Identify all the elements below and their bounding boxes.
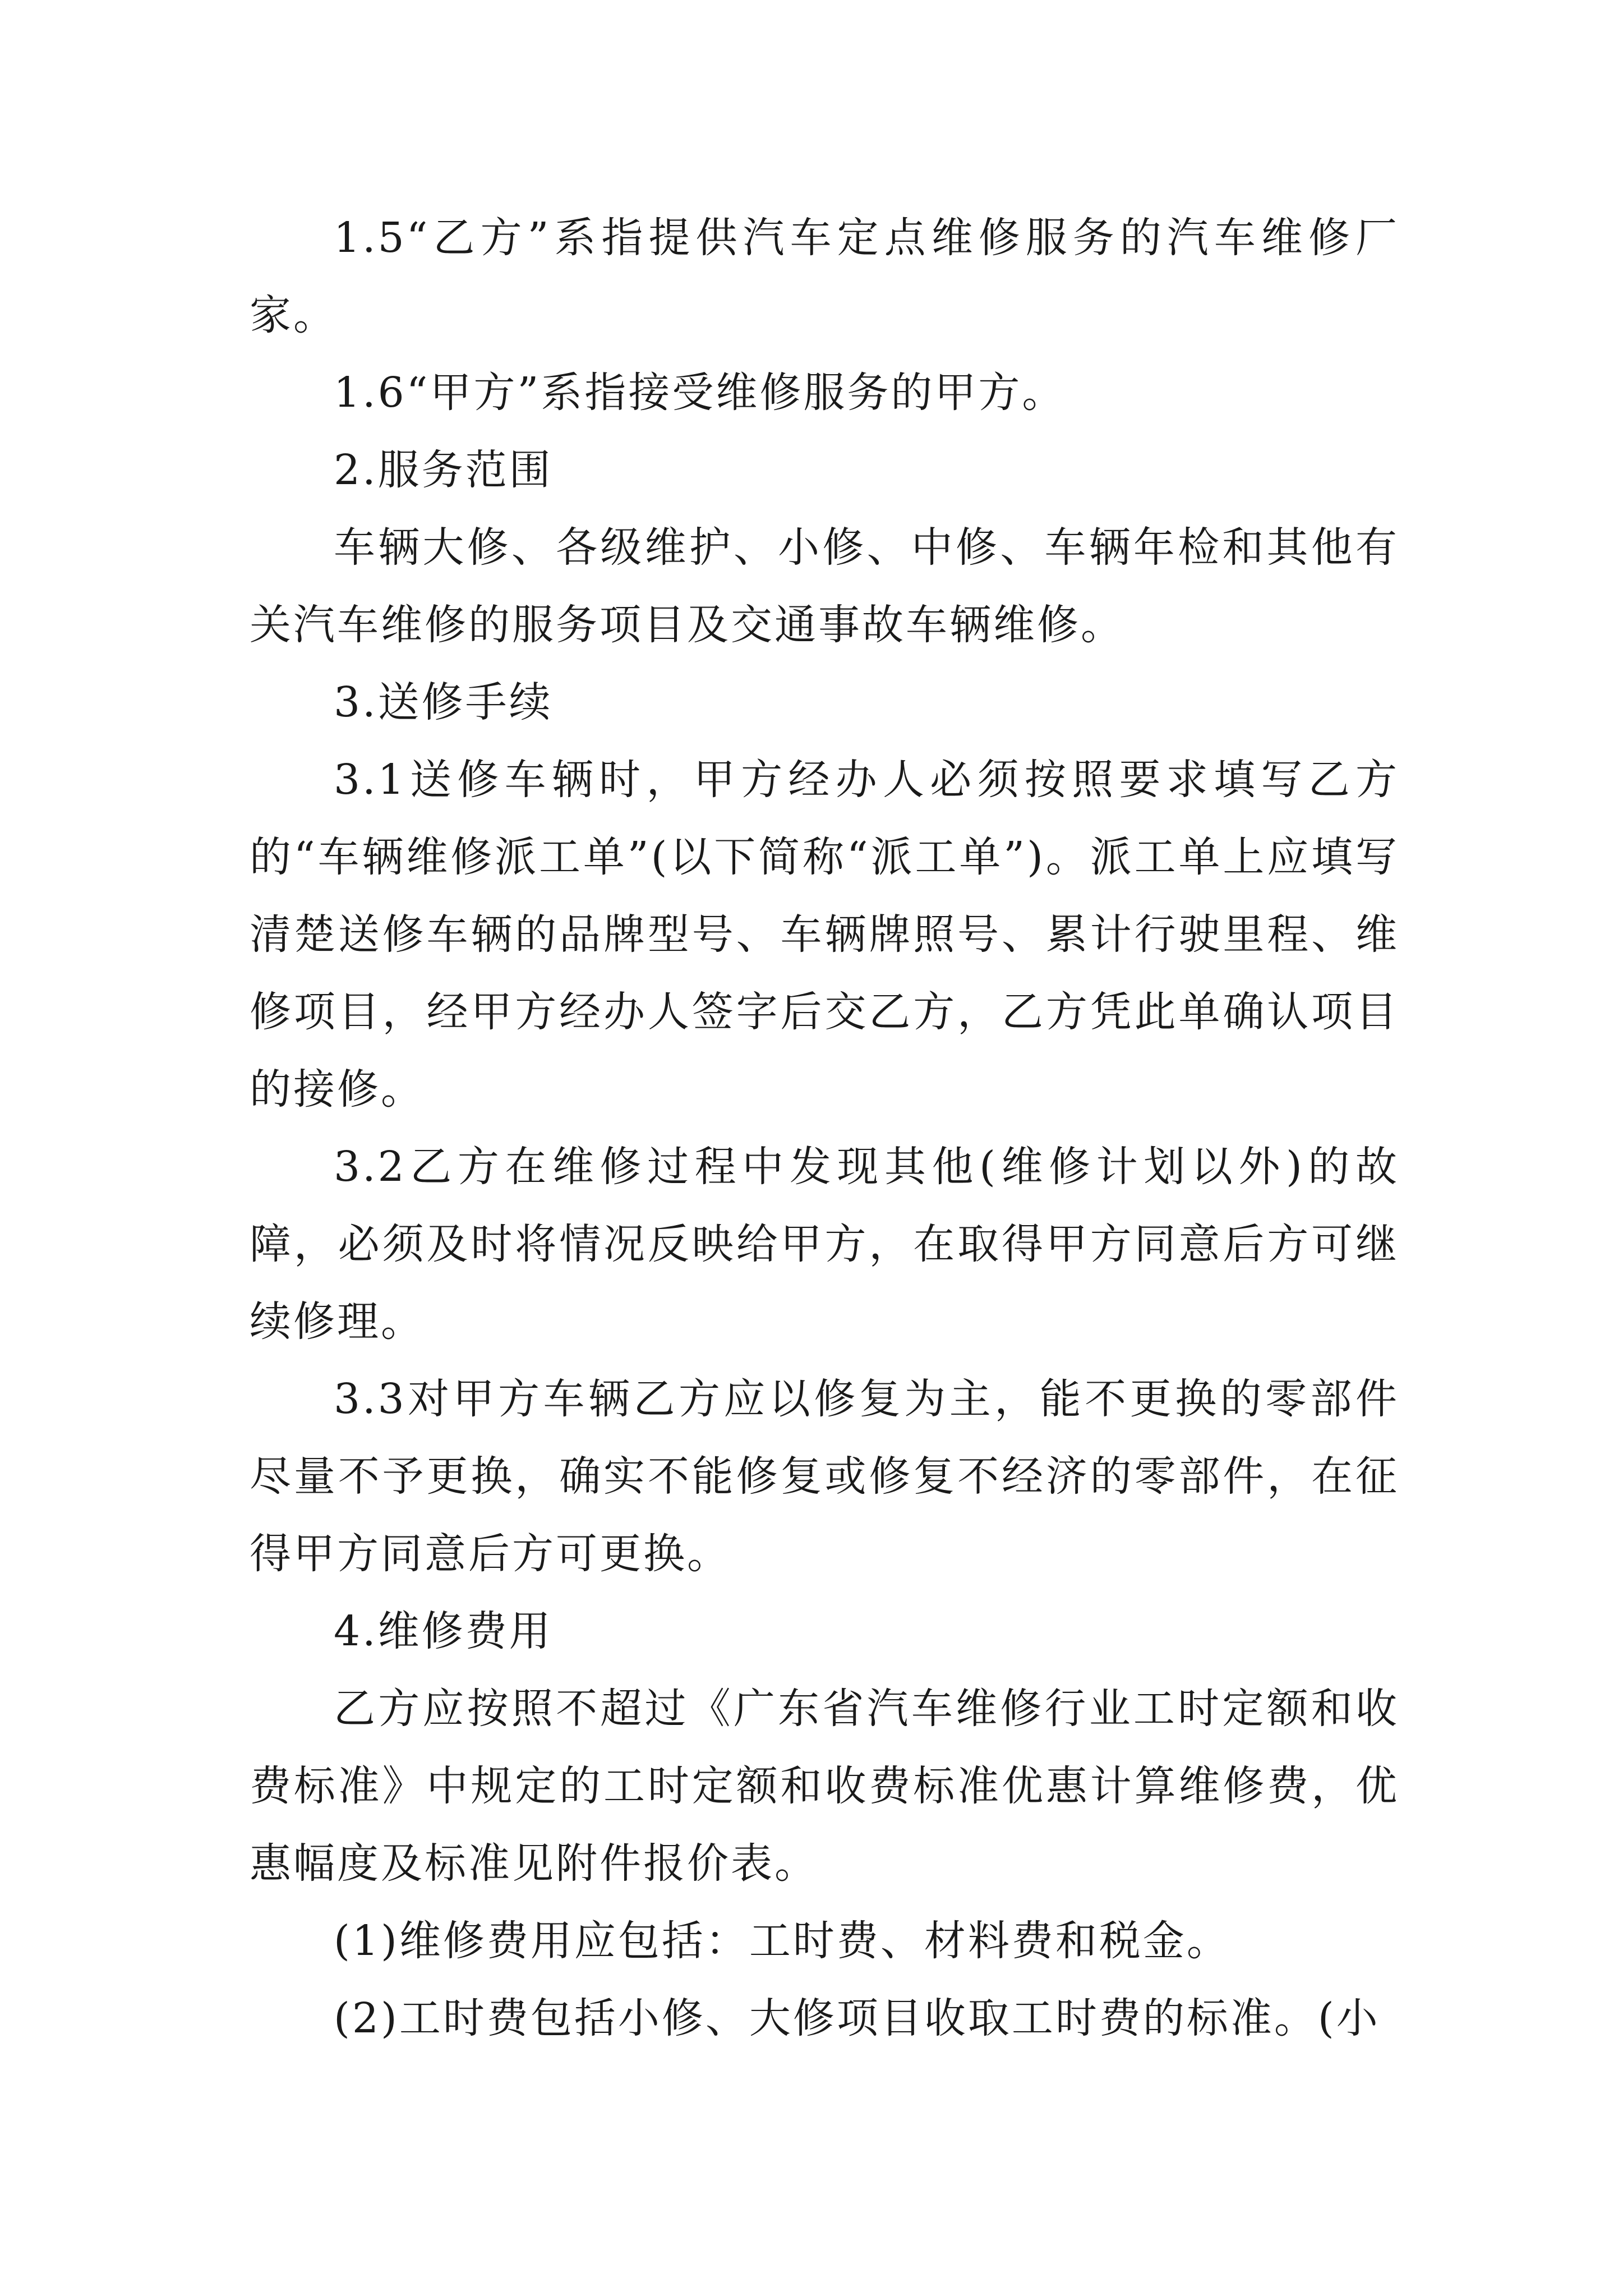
paragraph-1-5-party-b-definition: 1.5“乙方”系指提供汽车定点维修服务的汽车维修厂家。	[250, 214, 1399, 339]
paragraph-cost-item-2: (2)工时费包括小修、大修项目收取工时费的标准。(小	[334, 1994, 1380, 2042]
paragraph-cost-item-1: (1)维修费用应包括：工时费、材料费和税金。	[334, 1917, 1230, 1965]
heading-4-repair-costs: 4.维修费用	[334, 1607, 553, 1655]
paragraph-3-1-work-order: 3.1送修车辆时，甲方经办人必须按照要求填写乙方的“车辆维修派工单”(以下简称“派工单”)。派工单上应填写清楚送修车辆的品牌型号、车辆牌照号、累计行驶里程、维修项目，经甲方经办人签字后交乙方，乙方凭此单确认项目的接修。	[250, 756, 1399, 1114]
paragraph-3-3-repair-priority: 3.3对甲方车辆乙方应以修复为主，能不更换的零部件尽量不予更换，确实不能修复或修复不经济的零部件，在征得甲方同意后方可更换。	[250, 1375, 1399, 1578]
heading-2-service-scope: 2.服务范围	[334, 446, 553, 494]
paragraph-1-6-party-a-definition: 1.6“甲方”系指接受维修服务的甲方。	[334, 369, 1066, 417]
heading-3-repair-procedure: 3.送修手续	[334, 678, 553, 726]
paragraph-service-scope: 车辆大修、各级维护、小修、中修、车辆年检和其他有关汽车维修的服务项目及交通事故车辆维修。	[250, 523, 1399, 649]
paragraph-3-2-other-faults: 3.2乙方在维修过程中发现其他(维修计划以外)的故障，必须及时将情况反映给甲方，在取得甲方同意后方可继续修理。	[250, 1143, 1399, 1346]
paragraph-cost-standard: 乙方应按照不超过《广东省汽车维修行业工时定额和收费标准》中规定的工时定额和收费标准优惠计算维修费，优惠幅度及标准见附件报价表。	[250, 1685, 1399, 1888]
document-body	[250, 199, 1399, 2057]
